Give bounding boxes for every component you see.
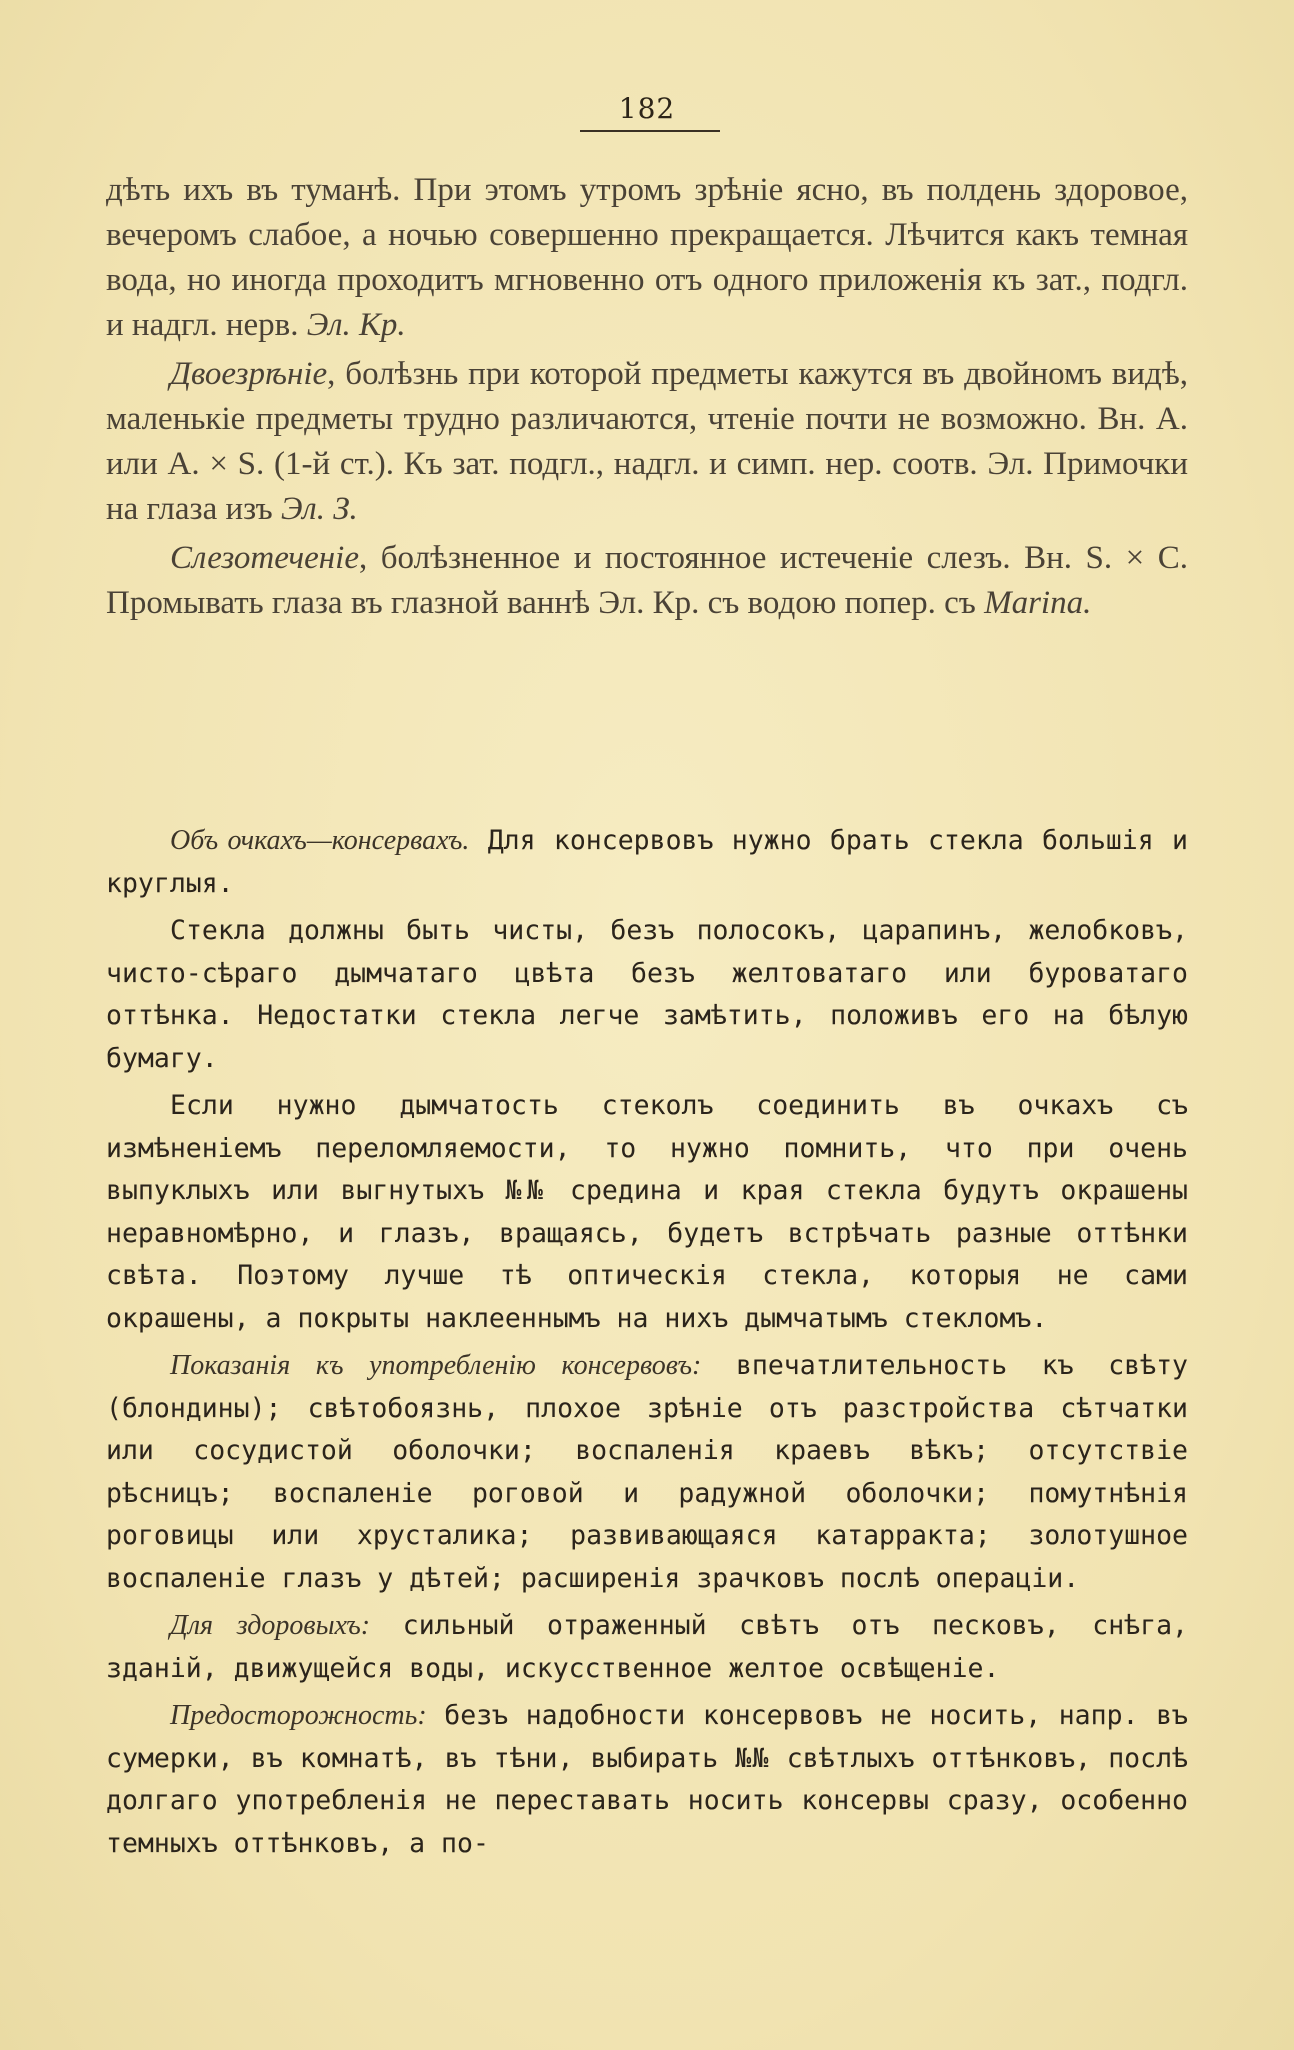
page-number: 182 xyxy=(618,92,676,125)
paragraph-body: Для консервовъ нужно брать стекла большія и круглыя. xyxy=(106,825,1189,899)
paragraph-body: , болѣзненное и постоянное истеченіе слезъ. Вн. S. × C. Промывать глаза въ глазной ваннѣ Эл. Кр. съ водою попер. съ xyxy=(106,540,1188,621)
paragraph-tail: Эл. З. xyxy=(272,491,358,527)
paragraph-glass-quality xyxy=(106,910,1188,1080)
paragraph-continuation xyxy=(106,168,1188,348)
paragraph-tinted-glass xyxy=(106,1085,1188,1340)
page-header xyxy=(0,92,1294,125)
paragraph-spectacles xyxy=(106,820,1188,905)
paragraph-body: впечатлительность къ свѣту (блондины); свѣтобоязнь, плохое зрѣніе отъ разстройства сѣтчатки или сосудистой оболочки; воспаленія краевъ вѣкъ; отсутствіе рѣсницъ; воспаленіе роговой и радужной оболочки; помутнѣнія роговицы или хрусталика; развивающаяся катарракта; золотушное воспаленіе глазъ у дѣтей; расширенія зрачковъ послѣ операціи. xyxy=(106,1350,1188,1594)
paragraph-precaution xyxy=(106,1695,1188,1865)
paragraph-tail: Эл. Кр. xyxy=(298,307,406,343)
paragraph-lacrimation xyxy=(106,536,1188,626)
lower-text-block xyxy=(106,820,1188,1870)
paragraph-body: безъ надобности консервовъ не носить, напр. въ сумерки, въ комнатѣ, въ тѣни, выбирать №№ свѣтлыхъ оттѣнковъ, послѣ долгаго употребленія не переставать носить консервы сразу, особенно темныхъ оттѣнковъ, а по- xyxy=(106,1700,1188,1859)
header-rule xyxy=(580,130,720,132)
paragraph-body: дѣть ихъ въ туманѣ. При этомъ утромъ зрѣніе ясно, въ полдень здоровое, вечеромъ слабое, а ночью совершенно прекращается. Лѣчится какъ темная вода, но иногда проходитъ мгновенно отъ одного приложенія къ зат., подгл. и надгл. нерв. xyxy=(106,172,1188,343)
paragraph-body: , болѣзнь при которой предметы кажутся въ двойномъ видѣ, маленькіе предметы трудно различаются, чтеніе почти не возможно. Вн. А. или А. × S. (1-й ст.). Къ зат. подгл., надгл. и симп. нер. соотв. Эл. Примочки на глаза изъ xyxy=(106,356,1188,527)
term-heading: Двоезрѣніе xyxy=(170,356,328,392)
paragraph-healthy xyxy=(106,1605,1188,1690)
paragraph-diplopia xyxy=(106,352,1188,532)
term-heading: Показанія къ употребленію консервовъ: xyxy=(170,1350,702,1381)
paragraph-tail: Marina. xyxy=(975,585,1092,621)
upper-text-block xyxy=(106,168,1188,630)
term-heading: Для здоровыхъ: xyxy=(170,1610,371,1641)
paragraph-body: сильный отраженный свѣтъ отъ песковъ, снѣга, зданій, движущейся воды, искусственное желтое освѣщеніе. xyxy=(106,1610,1188,1684)
term-heading: Предосторожность: xyxy=(170,1700,427,1731)
term-heading: Слезотеченіе xyxy=(170,540,359,576)
paragraph-body: Если нужно дымчатость стеколъ соединить въ очкахъ съ измѣненіемъ переломляемости, то нужно помнить, что при очень выпуклыхъ или выгнутыхъ №№ средина и края стекла будутъ окрашены неравномѣрно, и глазъ, вращаясь, будетъ встрѣчать разные оттѣнки свѣта. Поэтому лучше тѣ оптическія стекла, которыя не сами окрашены, а покрыты наклееннымъ на нихъ дымчатымъ стекломъ. xyxy=(106,1090,1188,1334)
paragraph-indications xyxy=(106,1345,1188,1600)
term-heading: Объ очкахъ—консервахъ. xyxy=(170,825,470,856)
paragraph-body: Стекла должны быть чисты, безъ полосокъ, царапинъ, желобковъ, чисто-сѣраго дымчатаго цвѣта безъ желтоватаго или буроватаго оттѣнка. Недостатки стекла легче замѣтить, положивъ его на бѣлую бумагу. xyxy=(106,915,1188,1074)
